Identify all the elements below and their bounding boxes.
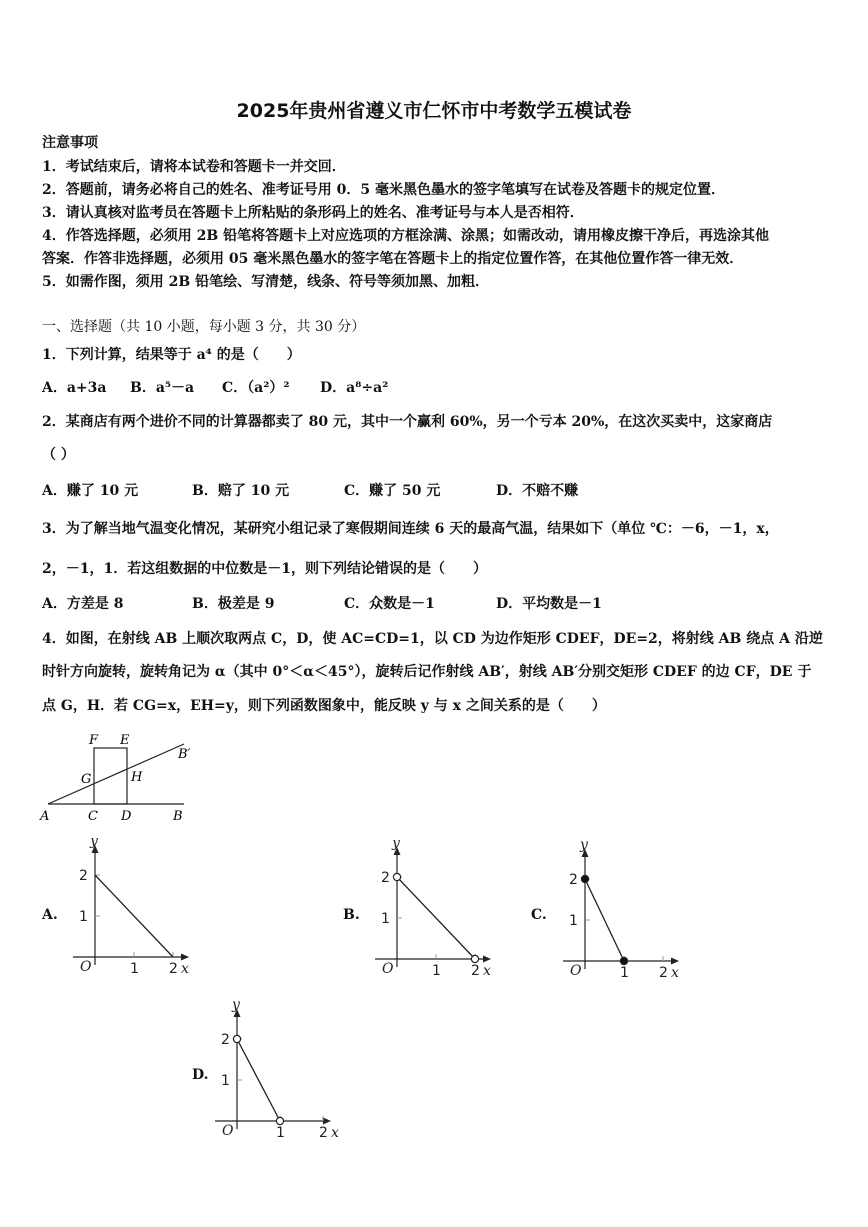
- y-tick-label: 1: [221, 1073, 230, 1089]
- point-b-prime-label: B′: [178, 747, 191, 762]
- graph-option-d: [203, 1000, 353, 1142]
- q3-option-d: D．平均数是－1: [496, 596, 602, 612]
- point-b-label: B: [173, 809, 183, 824]
- question-2-stem: 2．某商店有两个进价不同的计算器都卖了 80 元，其中一个赢利 60%，另一个亏本 20%，在这次买卖中，这家商店: [42, 414, 773, 430]
- point-f-label: F: [89, 733, 99, 748]
- notice-item: 3．请认真核对监考员在答题卡上所粘贴的条形码上的姓名、准考证号与本人是否相符．: [42, 205, 584, 221]
- series-line: [237, 1039, 280, 1121]
- x-tick-label: 2: [471, 963, 480, 979]
- q1-option-a: A．a+3a: [42, 380, 107, 396]
- y-axis-label: y: [392, 840, 400, 851]
- x-tick-label: 2: [659, 965, 668, 981]
- q3-option-c: C．众数是－1: [344, 596, 435, 612]
- open-endpoint: [471, 955, 478, 962]
- point-a-label: A: [40, 809, 50, 824]
- q2-option-d: D．不赔不赚: [496, 483, 579, 499]
- question-4-line-3: 点 G，H．若 CG=x，EH=y，则下列函数图象中，能反映 y 与 x 之间关系的是（ ）: [42, 698, 606, 714]
- question-4-line-2: 时针方向旋转，旋转角记为 α（其中 0°＜α＜45°），旋转后记作射线 AB′，射线 AB′分别交矩形 CDEF 的边 CF，DE 于: [42, 664, 812, 680]
- x-tick-label: 1: [130, 961, 139, 977]
- open-endpoint: [233, 1035, 240, 1042]
- origin-label: O: [222, 1123, 234, 1139]
- x-axis-arrow: [671, 958, 679, 965]
- q4-option-a-label: A.: [42, 907, 58, 923]
- graph-option-c: [551, 840, 701, 982]
- notice-item: 答案．作答非选择题，必须用 05 毫米黑色墨水的签字笔在答题卡上的指定位置作答，在其他位置作答一律无效．: [42, 251, 744, 267]
- q4-option-c-label: C.: [531, 907, 547, 923]
- x-tick-label: 1: [620, 965, 629, 981]
- point-h-label: H: [131, 770, 143, 785]
- question-1-stem: 1．下列计算，结果等于 a⁴ 的是（ ）: [42, 347, 301, 363]
- y-tick-label: 2: [221, 1032, 230, 1048]
- point-g-label: G: [81, 772, 92, 787]
- series-line: [95, 875, 173, 957]
- y-axis-label: y: [232, 1000, 240, 1013]
- x-axis-label: x: [181, 961, 189, 977]
- q4-option-d-label: D.: [192, 1067, 209, 1083]
- x-axis-label: x: [483, 963, 491, 979]
- ray-ab-prime: [48, 744, 184, 804]
- y-tick-label: 2: [569, 872, 578, 888]
- question-3-stem-2: 2，－1，1．若这组数据的中位数是－1，则下列结论错误的是（ ）: [42, 561, 487, 577]
- notice-heading: 注意事项: [42, 135, 98, 151]
- q2-option-c: C．赚了 50 元: [344, 483, 441, 499]
- question-2-paren: （ ）: [42, 447, 75, 463]
- closed-endpoint: [620, 957, 627, 964]
- x-axis-label: x: [671, 965, 679, 981]
- x-tick-label: 1: [276, 1125, 285, 1141]
- notice-item: 1．考试结束后，请将本试卷和答题卡一并交回．: [42, 159, 346, 175]
- q4-option-b-label: B.: [343, 907, 360, 923]
- origin-label: O: [570, 963, 582, 979]
- y-tick-label: 2: [381, 870, 390, 886]
- q3-option-b: B．极差是 9: [192, 596, 275, 612]
- geometry-figure: [36, 728, 206, 828]
- origin-label: O: [80, 959, 92, 975]
- series-line: [585, 879, 624, 961]
- x-axis-arrow: [483, 956, 491, 963]
- y-tick-label: 1: [79, 909, 88, 925]
- question-4-line-1: 4．如图，在射线 AB 上顺次取两点 C，D，使 AC=CD=1，以 CD 为边作矩形 CDEF，DE=2，将射线 AB 绕点 A 沿逆: [42, 631, 823, 647]
- x-tick-label: 1: [432, 963, 441, 979]
- notice-item: 5．如需作图，须用 2B 铅笔绘、写清楚，线条、符号等须加黑、加粗．: [42, 274, 490, 290]
- point-e-label: E: [120, 733, 130, 748]
- point-c-label: C: [88, 809, 98, 824]
- q1-option-b: B．a⁵－a: [130, 380, 195, 396]
- x-axis-arrow: [181, 954, 189, 961]
- section-heading: 一、选择题（共 10 小题，每小题 3 分，共 30 分）: [42, 319, 366, 335]
- graph-option-a: [60, 838, 210, 980]
- graph-option-b: [362, 840, 512, 982]
- y-tick-label: 1: [381, 911, 390, 927]
- y-tick-label: 2: [79, 868, 88, 884]
- x-axis-arrow: [323, 1118, 331, 1125]
- y-axis-label: y: [580, 840, 588, 853]
- y-tick-label: 1: [569, 913, 578, 929]
- x-axis-label: x: [331, 1125, 339, 1141]
- page-title: 2025年贵州省遵义市仁怀市中考数学五模试卷: [236, 100, 632, 122]
- notice-item: 2．答题前，请务必将自己的姓名、准考证号用 0．5 毫米黑色墨水的签字笔填写在试卷及答题卡的规定位置．: [42, 182, 725, 198]
- q1-option-c: C．（a²）²: [222, 380, 290, 396]
- x-tick-label: 2: [169, 961, 178, 977]
- y-axis-label: y: [90, 838, 98, 849]
- x-tick-label: 2: [319, 1125, 328, 1141]
- question-3-stem: 3．为了解当地气温变化情况，某研究小组记录了寒假期间连续 6 天的最高气温，结果如下（单位 ℃：－6，－1，x，: [42, 521, 779, 537]
- closed-endpoint: [581, 875, 588, 882]
- open-endpoint: [393, 873, 400, 880]
- open-endpoint: [276, 1117, 283, 1124]
- notice-item: 4．作答选择题，必须用 2B 铅笔将答题卡上对应选项的方框涂满、涂黑；如需改动，请用橡皮擦干净后，再选涂其他: [42, 228, 770, 244]
- q2-option-a: A．赚了 10 元: [42, 483, 139, 499]
- series-line: [397, 877, 475, 959]
- q3-option-a: A．方差是 8: [42, 596, 124, 612]
- q2-option-b: B．赔了 10 元: [192, 483, 290, 499]
- q1-option-d: D．a⁸÷a²: [320, 380, 389, 396]
- point-d-label: D: [121, 809, 132, 824]
- origin-label: O: [382, 961, 394, 977]
